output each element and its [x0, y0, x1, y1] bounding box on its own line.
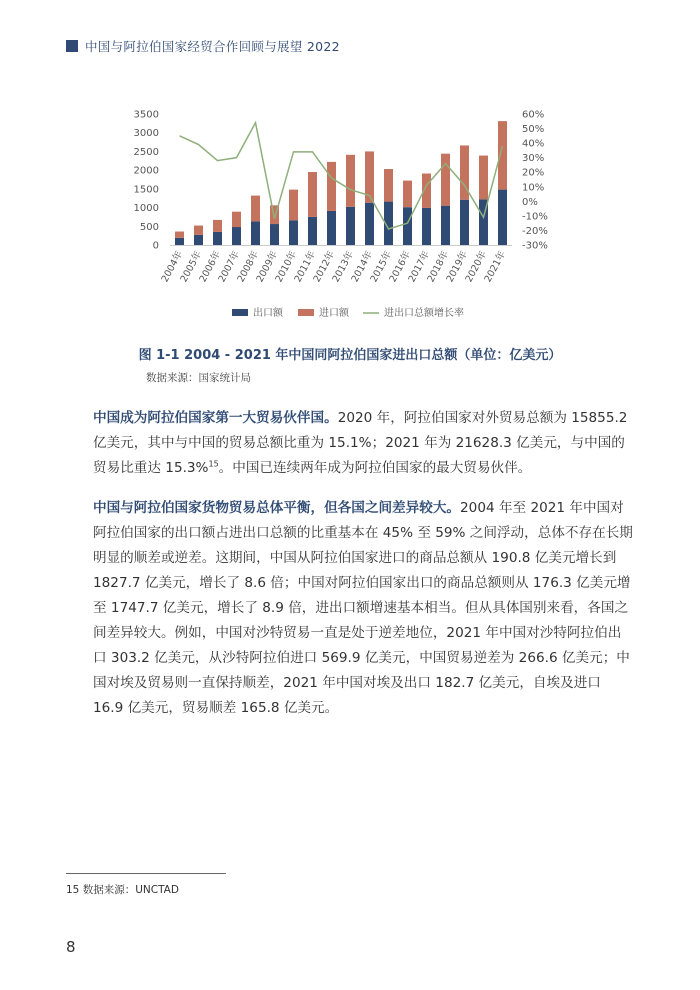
x-tick-label: 2015年	[368, 249, 395, 285]
import-bar	[289, 190, 298, 221]
y2-tick-label: 30%	[522, 153, 545, 165]
paragraph-2-text: 2004 年至 2021 年中国对阿拉伯国家的出口额占进出口总额的比重基本在 45% 至 59% 之间浮动，总体不存在长期明显的顺差或逆差。这期间，中国从阿拉伯国家进口的商品总额从 190.8 亿美元增长到 1827.7 亿美元，增长了 8.6 倍；中国对阿拉伯国家出口的商品总额则从 176.3 亿美元增至 1747.7 亿美元，增长了 8.9 倍，进出口额增速基本相当。但从具体国别来看，各国之间差异较大。例如，中国对沙特贸易一直是处于逆差地位，2021 年中国对沙特阿拉伯出口 303.2 亿美元，从沙特阿拉伯进口 569.9 亿美元，中国贸易逆差为 266.6 亿美元；中国对埃及贸易则一直保持顺差，2021 年中国对埃及出口 182.7 亿美元，自埃及进口 16.9 亿美元，贸易顺差 165.8 亿美元。	[93, 500, 633, 716]
right-axis	[522, 110, 548, 252]
x-tick-labels	[159, 248, 509, 284]
figure-source: 数据来源：国家统计局	[146, 372, 251, 384]
growth-rate-line	[180, 123, 503, 229]
paragraph-1-lead: 中国成为阿拉伯国家第一大贸易伙伴国。	[93, 410, 338, 426]
y-tick-label: 500	[139, 221, 159, 233]
legend-label-growth: 进出口总额增长率	[384, 308, 464, 319]
export-bar	[346, 207, 355, 245]
export-bar	[422, 208, 431, 245]
y2-tick-label: -10%	[522, 211, 548, 223]
header-marker	[66, 40, 78, 52]
export-bar	[403, 207, 412, 245]
export-bar	[289, 220, 298, 245]
legend-label-export: 出口额	[253, 308, 283, 319]
export-bar	[460, 200, 469, 245]
import-bar	[308, 172, 317, 217]
x-tick-label: 2016年	[387, 249, 414, 285]
export-bar	[308, 217, 317, 245]
y-tick-label: 1500	[133, 184, 159, 196]
y2-tick-label: -30%	[522, 240, 548, 252]
x-tick-label: 2008年	[235, 249, 262, 285]
import-bar	[346, 155, 355, 207]
left-axis	[134, 110, 159, 252]
x-tick-label: 2020年	[463, 249, 490, 285]
x-tick-label: 2019年	[444, 249, 471, 285]
export-bar	[232, 227, 241, 245]
import-bar	[213, 220, 222, 232]
y-tick-label: 3000	[133, 128, 159, 140]
export-bar	[327, 211, 336, 245]
x-tick-label: 2007年	[216, 249, 243, 285]
x-tick-label: 2004年	[159, 249, 186, 285]
header-title: 中国与阿拉伯国家经贸合作回顾与展望 2022	[85, 39, 340, 54]
footnote-ref[interactable]: 15	[208, 459, 219, 469]
legend-swatch-import	[298, 309, 314, 316]
x-tick-label: 2005年	[178, 249, 205, 285]
import-bar	[403, 181, 412, 208]
export-bar	[365, 203, 374, 245]
y2-tick-label: 50%	[522, 124, 545, 136]
import-bar	[175, 232, 184, 238]
y-tick-label: 2500	[133, 146, 159, 158]
y-tick-label: 1000	[133, 203, 159, 215]
x-tick-label: 2012年	[311, 249, 338, 285]
footnote-divider	[66, 873, 226, 874]
growth-line	[180, 123, 503, 229]
x-tick-label: 2006年	[197, 249, 224, 285]
legend-swatch-export	[232, 309, 248, 316]
export-bar	[270, 224, 279, 245]
y2-tick-label: 20%	[522, 167, 545, 179]
x-tick-label: 2018年	[425, 249, 452, 285]
y2-tick-label: 10%	[522, 182, 545, 194]
import-bar	[441, 154, 450, 206]
legend-label-import: 进口额	[319, 308, 349, 319]
y-tick-label: 0	[152, 240, 159, 252]
x-tick-label: 2021年	[482, 249, 509, 285]
y2-tick-label: 0%	[522, 196, 538, 208]
export-bar	[441, 206, 450, 245]
running-header	[66, 37, 340, 55]
footnote: 15 数据来源：UNCTAD	[66, 884, 179, 896]
import-bar	[251, 196, 260, 222]
trade-chart	[0, 100, 700, 335]
export-bar	[498, 190, 507, 245]
x-tick-label: 2013年	[330, 249, 357, 285]
page-number: 8	[66, 938, 76, 956]
x-tick-label: 2017年	[406, 249, 433, 285]
import-bar	[384, 169, 393, 202]
import-bar	[194, 226, 203, 235]
import-bar	[479, 156, 488, 200]
export-bar	[213, 232, 222, 245]
y2-tick-label: 40%	[522, 138, 545, 150]
paragraph-1-text-b: 。中国已连续两年成为阿拉伯国家的最大贸易伙伴。	[218, 460, 532, 476]
export-bar	[175, 238, 184, 245]
import-bar	[232, 212, 241, 227]
x-tick-label: 2010年	[273, 249, 300, 285]
paragraph-1	[93, 406, 633, 481]
export-bar	[251, 221, 260, 245]
y2-tick-label: -20%	[522, 225, 548, 237]
chart-legend	[232, 306, 464, 319]
paragraph-2-lead: 中国与阿拉伯国家货物贸易总体平衡，但各国之间差异较大。	[93, 500, 461, 516]
x-tick-label: 2011年	[292, 249, 319, 285]
x-tick-label: 2009年	[254, 249, 281, 285]
paragraph-2	[93, 496, 633, 721]
export-bar	[194, 235, 203, 245]
paragraph-1-text-a: 2020 年，阿拉伯国家对外贸易总额为 15855.2 亿美元，其中与中国的贸易总额比重为 15.1%；2021 年为 21628.3 亿美元，与中国的贸易比重达 15.3%	[93, 410, 628, 476]
figure-caption: 图 1-1 2004 - 2021 年中国同阿拉伯国家进出口总额（单位：亿美元）	[138, 348, 562, 363]
x-tick-label: 2014年	[349, 249, 376, 285]
y-tick-label: 2000	[133, 165, 159, 177]
import-bar	[327, 162, 336, 211]
y-tick-label: 3500	[133, 109, 159, 121]
y2-tick-label: 60%	[522, 109, 545, 121]
